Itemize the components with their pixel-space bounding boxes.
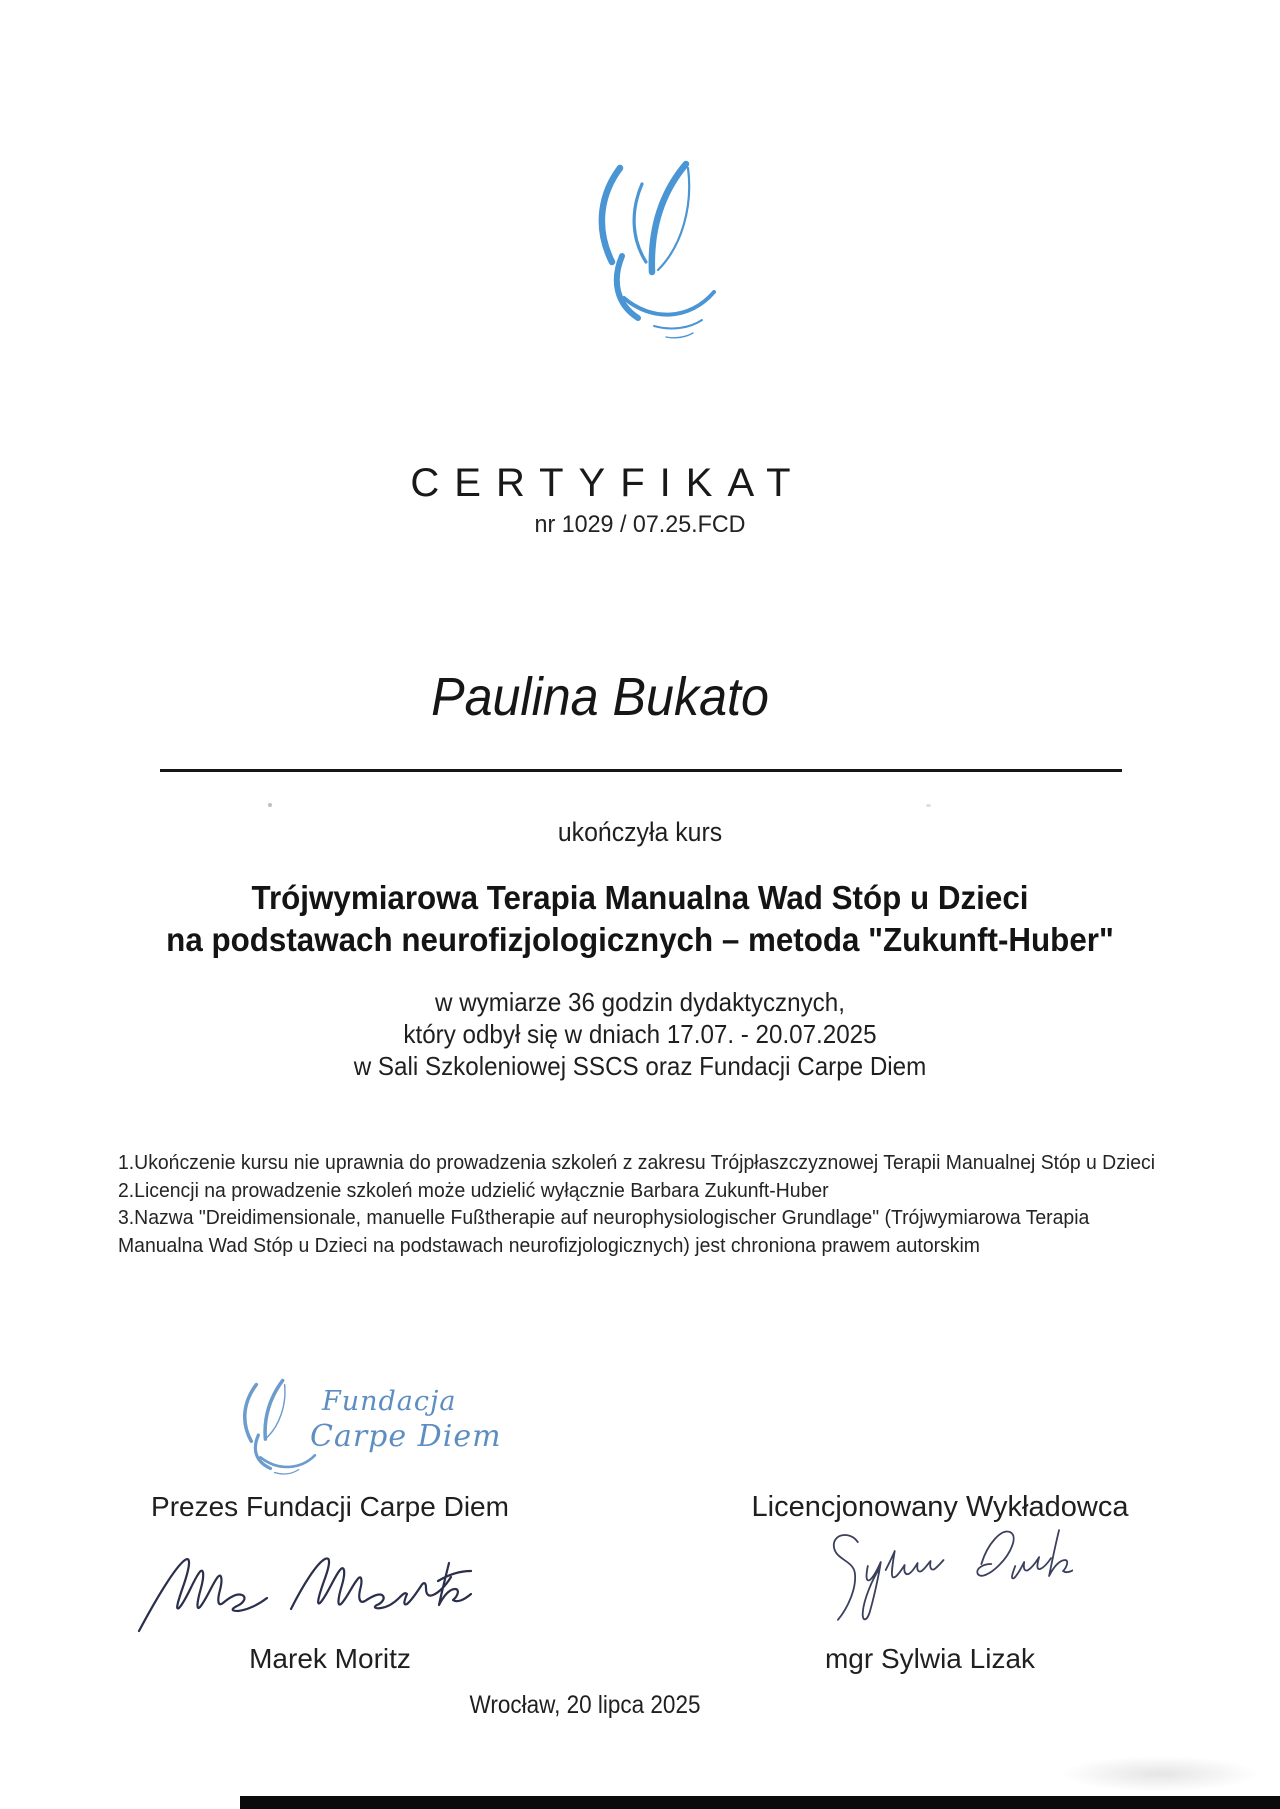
scan-smudge [1060, 1756, 1260, 1792]
divider-line [160, 769, 1122, 772]
butterfly-icon [566, 156, 726, 348]
certificate-title: CERTYFIKAT [410, 461, 806, 505]
right-signature-role: Licencjonowany Wykładowca [751, 1491, 1129, 1523]
note-line: 1.Ukończenie kursu nie uprawnia do prowadzenia szkoleń z zakresu Trójpłaszczyznowej Terapii Manualnej Stóp u Dzieci [118, 1152, 1156, 1174]
course-details [0, 986, 1280, 1082]
completed-label: ukończyła kurs [557, 817, 723, 847]
scan-speck [268, 803, 272, 807]
scan-speck [926, 804, 931, 807]
note-line: 2.Licencji na prowadzenie szkoleń może udzielić wyłącznie Barbara Zukunft-Huber [118, 1179, 829, 1202]
scan-artifact-bar [240, 1796, 1280, 1809]
right-signature-name: mgr Sylwia Lizak [824, 1643, 1036, 1674]
foundation-logo-text-line2: Carpe Diem [310, 1419, 502, 1454]
note-line: Manualna Wad Stóp u Dzieci na podstawach neurofizjologicznych) jest chroniona prawem autorskim [118, 1234, 980, 1257]
place-date: Wrocław, 20 lipca 2025 [469, 1691, 701, 1719]
right-handwritten-signature-icon [818, 1518, 1073, 1630]
course-detail-line: w Sali Szkoleniowej SSCS oraz Fundacji Carpe Diem [353, 1051, 927, 1081]
course-title-line1: Trójwymiarowa Terapia Manualna Wad Stóp u Dzieci [251, 879, 1029, 916]
note-line: 3.Nazwa "Dreidimensionale, manuelle Fußtherapie auf neurophysiologischer Grundlage" (Trójwymiarowa Terapia [118, 1207, 1090, 1229]
foundation-logo-text-line1: Fundacja [322, 1386, 457, 1417]
notes-block [118, 1150, 1208, 1260]
certificate-number: nr 1029 / 07.25.FCD [534, 511, 746, 538]
left-signature-name: Marek Moritz [249, 1643, 411, 1674]
recipient-name: Paulina Bukato [431, 667, 769, 727]
course-detail-line: w wymiarze 36 godzin dydaktycznych, [435, 987, 845, 1017]
left-handwritten-signature-icon [133, 1545, 485, 1643]
foundation-logo-butterfly-icon [226, 1374, 322, 1476]
left-signature-role: Prezes Fundacji Carpe Diem [151, 1491, 509, 1522]
course-title-line2: na podstawach neurofizjologicznych – metoda "Zukunft-Huber" [166, 921, 1114, 958]
course-detail-line: który odbył się w dniach 17.07. - 20.07.2025 [403, 1019, 877, 1049]
